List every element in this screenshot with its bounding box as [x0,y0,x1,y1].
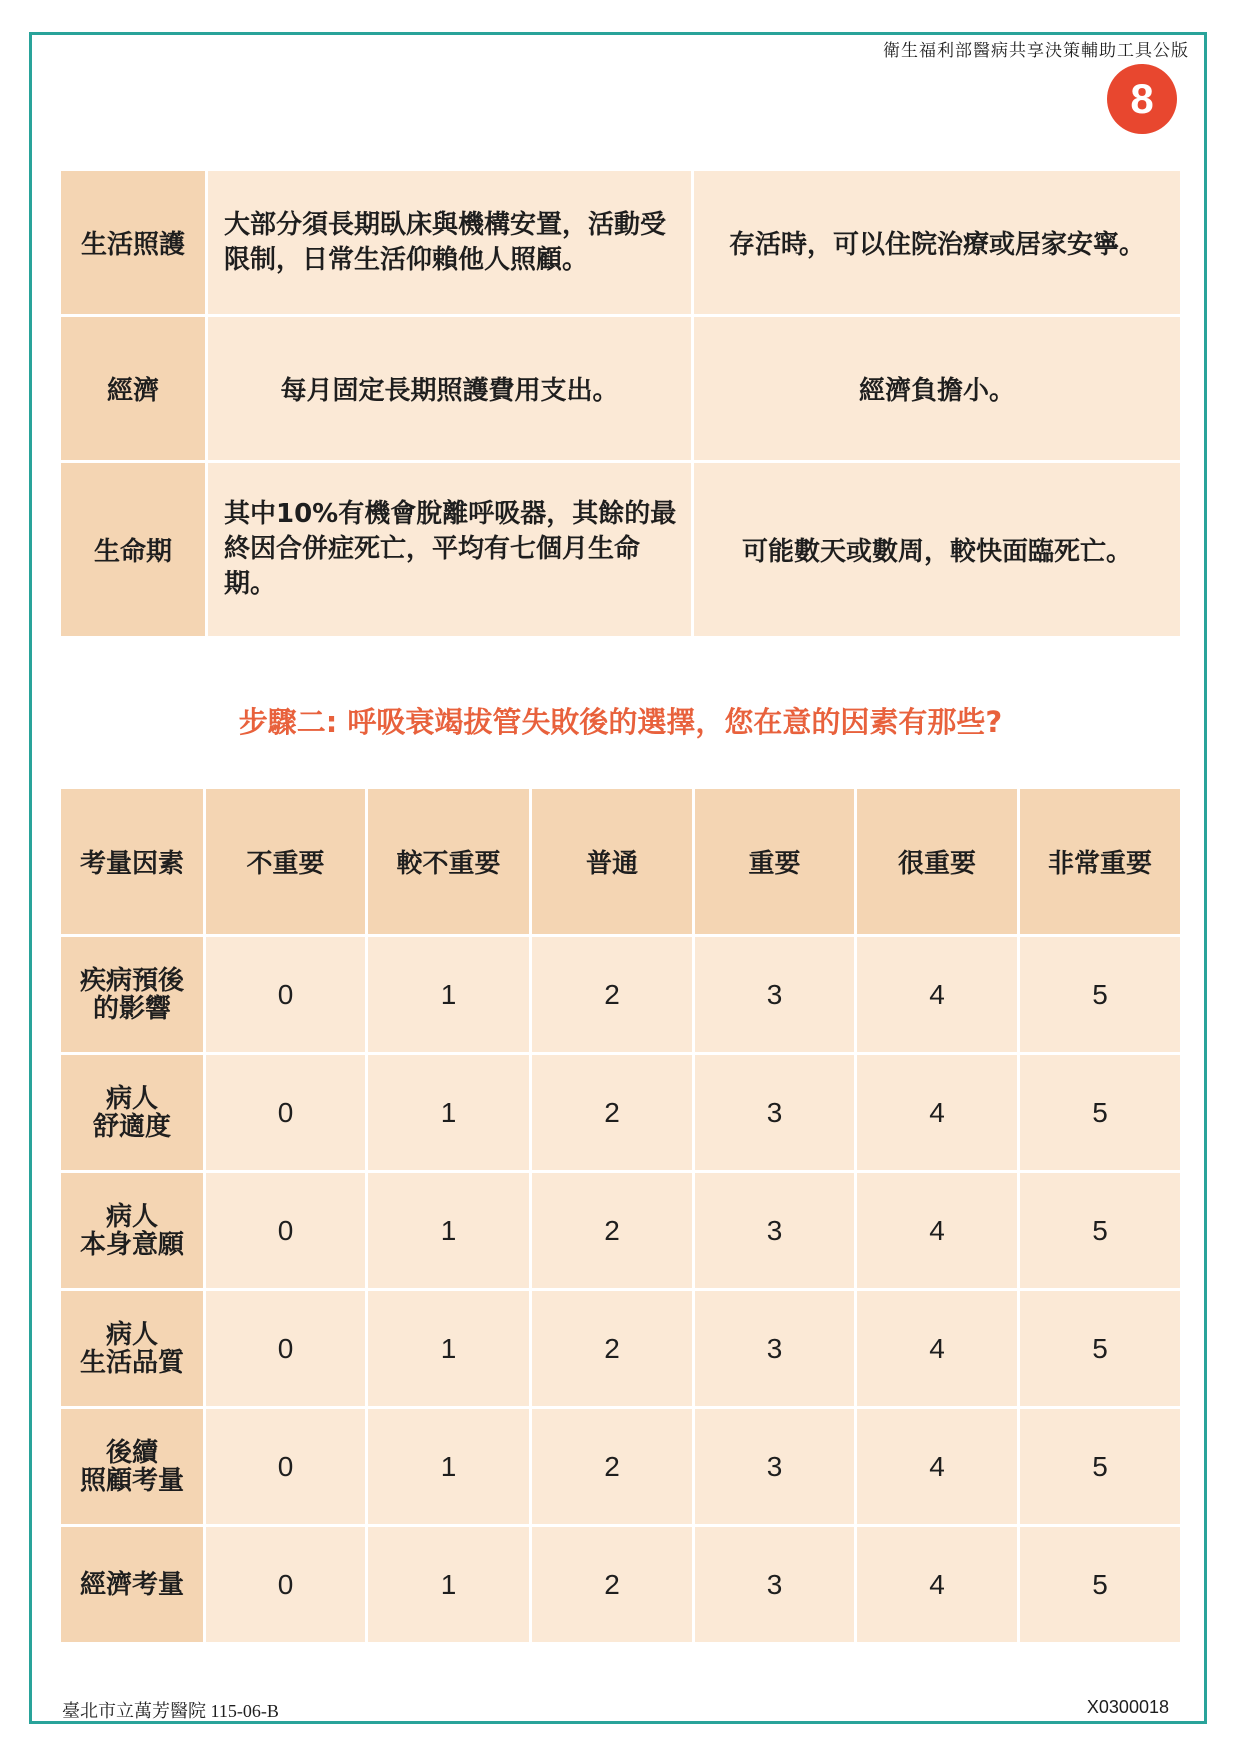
score-0-option[interactable]: 0 [205,1408,367,1526]
score-2-option[interactable]: 2 [531,1054,694,1172]
row-label: 生活照護 [60,170,207,316]
score-5-option[interactable]: 5 [1019,1054,1182,1172]
score-1-option[interactable]: 1 [367,1172,531,1290]
org-title: 衛生福利部醫病共享決策輔助工具公版 [883,41,1189,61]
score-0-option[interactable]: 0 [205,936,367,1054]
factor-label: 疾病預後 的影響 [60,936,205,1054]
score-0-option[interactable]: 0 [205,1172,367,1290]
score-3-option[interactable]: 3 [694,1054,856,1172]
header-cell: 普通 [531,788,694,936]
footer-hospital-code: 臺北市立萬芳醫院 115-06-B [62,1701,279,1721]
score-4-option[interactable]: 4 [856,1408,1019,1526]
footer-document-id: X0300018 [1086,1697,1169,1717]
comparison-row [60,462,1182,638]
option-b-cell: 經濟負擔小。 [693,316,1182,462]
score-5-option[interactable]: 5 [1019,1408,1182,1526]
factor-label: 病人 舒適度 [60,1054,205,1172]
score-3-option[interactable]: 3 [694,936,856,1054]
comparison-row [60,316,1182,462]
score-2-option[interactable]: 2 [531,1290,694,1408]
score-3-option[interactable]: 3 [694,1408,856,1526]
header-cell: 很重要 [856,788,1019,936]
score-4-option[interactable]: 4 [856,1526,1019,1644]
factor-row [60,1290,1182,1408]
header-cell: 不重要 [205,788,367,936]
score-5-option[interactable]: 5 [1019,1526,1182,1644]
factor-label: 後續 照顧考量 [60,1408,205,1526]
score-2-option[interactable]: 2 [531,1408,694,1526]
score-0-option[interactable]: 0 [205,1526,367,1644]
score-0-option[interactable]: 0 [205,1290,367,1408]
option-a-cell: 大部分須長期臥床與機構安置，活動受限制，日常生活仰賴他人照顧。 [207,170,693,316]
factor-label: 病人 本身意願 [60,1172,205,1290]
option-b-cell: 存活時，可以住院治療或居家安寧。 [693,170,1182,316]
score-1-option[interactable]: 1 [367,936,531,1054]
step2-title: 步驟二: 呼吸衰竭拔管失敗後的選擇，您在意的因素有那些? [238,705,1003,739]
score-3-option[interactable]: 3 [694,1290,856,1408]
factor-row [60,936,1182,1054]
header-cell: 重要 [694,788,856,936]
comparison-table [58,168,1183,639]
score-2-option[interactable]: 2 [531,1526,694,1644]
score-4-option[interactable]: 4 [856,1290,1019,1408]
score-2-option[interactable]: 2 [531,1172,694,1290]
option-b-cell: 可能數天或數周，較快面臨死亡。 [693,462,1182,638]
factor-rating-table [58,786,1183,1645]
score-4-option[interactable]: 4 [856,1172,1019,1290]
row-label: 生命期 [60,462,207,638]
score-0-option[interactable]: 0 [205,1054,367,1172]
header-row [60,788,1182,936]
score-3-option[interactable]: 3 [694,1526,856,1644]
page-number-badge: 8 [1107,64,1177,134]
score-1-option[interactable]: 1 [367,1290,531,1408]
factor-label: 經濟考量 [60,1526,205,1644]
factor-label: 病人 生活品質 [60,1290,205,1408]
header-cell: 非常重要 [1019,788,1182,936]
row-label: 經濟 [60,316,207,462]
score-3-option[interactable]: 3 [694,1172,856,1290]
header-cell: 考量因素 [60,788,205,936]
factor-row [60,1526,1182,1644]
score-5-option[interactable]: 5 [1019,936,1182,1054]
score-1-option[interactable]: 1 [367,1054,531,1172]
score-5-option[interactable]: 5 [1019,1290,1182,1408]
option-a-cell: 其中10%有機會脫離呼吸器，其餘的最終因合併症死亡，平均有七個月生命期。 [207,462,693,638]
option-a-cell: 每月固定長期照護費用支出。 [207,316,693,462]
score-4-option[interactable]: 4 [856,936,1019,1054]
score-1-option[interactable]: 1 [367,1408,531,1526]
score-5-option[interactable]: 5 [1019,1172,1182,1290]
score-1-option[interactable]: 1 [367,1526,531,1644]
factor-row [60,1408,1182,1526]
header-cell: 較不重要 [367,788,531,936]
score-2-option[interactable]: 2 [531,936,694,1054]
factor-row [60,1172,1182,1290]
comparison-row [60,170,1182,316]
score-4-option[interactable]: 4 [856,1054,1019,1172]
factor-row [60,1054,1182,1172]
